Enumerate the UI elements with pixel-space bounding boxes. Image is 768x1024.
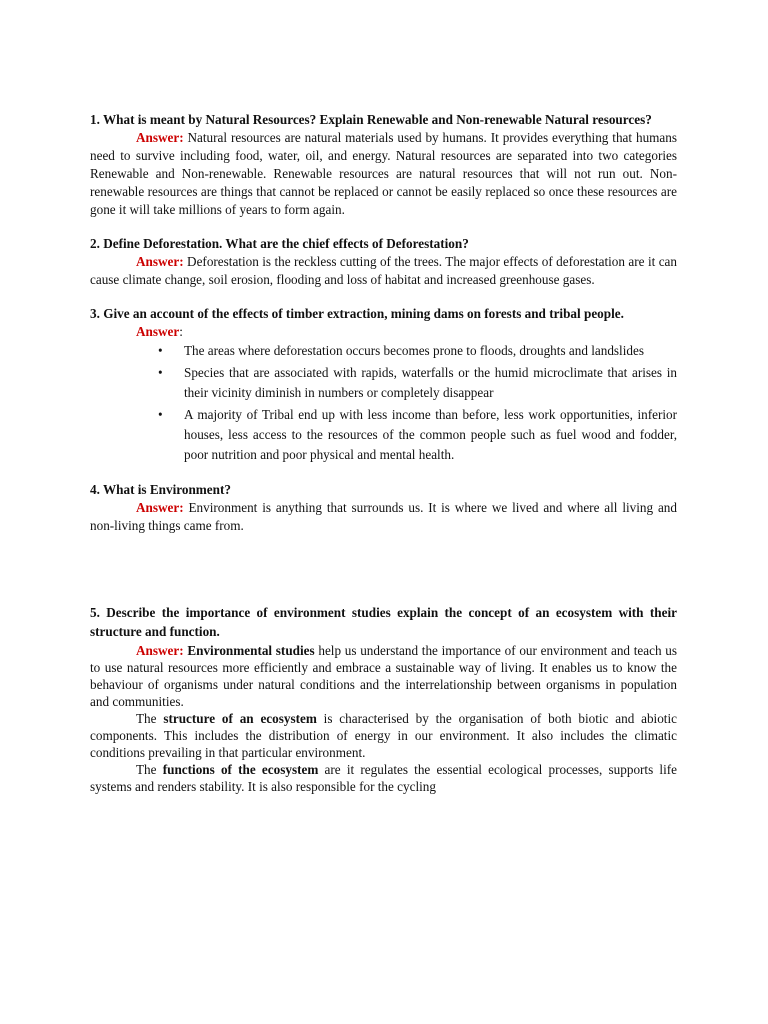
spacer bbox=[90, 551, 677, 603]
answer-label-3-colon: : bbox=[179, 324, 183, 339]
answer-label-4: Answer: bbox=[136, 500, 184, 515]
section-q3 bbox=[90, 305, 677, 465]
answer-5-pre-3: The bbox=[136, 762, 163, 777]
list-item bbox=[158, 341, 677, 361]
answer-3-heading bbox=[90, 323, 677, 341]
answer-5-text-1: help us understand the importance of our environment and teach us to use natural resources more efficiently and embrace a sustainable way of living. It enables us to know the behaviour of organisms under natural conditions and the interrelationship between organisms in population and communities. bbox=[90, 643, 677, 709]
list-item bbox=[158, 405, 677, 465]
question-4: 4. What is Environment? bbox=[90, 482, 231, 497]
answer-5-text-2: is characterised by the organisation of both biotic and abiotic components. This includes the distribution of energy in our environment. It also includes the climatic conditions prevailing in that particular environment. bbox=[90, 711, 677, 760]
section-q4 bbox=[90, 481, 677, 535]
list-item-text: Species that are associated with rapids, waterfalls or the humid microclimate that arises in their vicinity diminish in numbers or completely disappear bbox=[184, 365, 677, 400]
answer-text-1: Natural resources are natural materials used by humans. It provides everything that humans need to survive including food, water, oil, and energy. Natural resources are separated into two categories Renewable and Non-renewable. Renewable resources are natural resources that will not run out. Non- renewable resources are things that cannot be replaced or cannot be easily replaced so once these resources are gone it will take millions of years to form again. bbox=[90, 130, 677, 217]
answer-label-2: Answer: bbox=[136, 254, 184, 269]
answer-1 bbox=[90, 129, 677, 219]
question-3: 3. Give an account of the effects of timber extraction, mining dams on forests and tribal people. bbox=[90, 306, 624, 321]
answer-5-pre-2: The bbox=[136, 711, 164, 726]
list-item-text: A majority of Tribal end up with less income than before, less work opportunities, inferior houses, less access to the resources of the common people such as fuel wood and fodder, poor nutrition and poor physical and mental health. bbox=[184, 407, 677, 462]
answer-5-para-3 bbox=[90, 761, 677, 795]
answer-label-1: Answer: bbox=[136, 130, 184, 145]
bullet-list bbox=[90, 341, 677, 465]
list-item-text: The areas where deforestation occurs becomes prone to floods, droughts and landslides bbox=[184, 343, 644, 358]
bullet-icon: • bbox=[158, 343, 163, 358]
section-q1 bbox=[90, 111, 677, 219]
question-5: 5. Describe the importance of environment studies explain the concept of an ecosystem with their structure and function. bbox=[90, 605, 677, 639]
answer-label-5: Answer: bbox=[136, 643, 184, 658]
section-q5 bbox=[90, 603, 677, 795]
section-q2 bbox=[90, 235, 677, 289]
list-item bbox=[158, 363, 677, 403]
answer-5-para-1 bbox=[90, 642, 677, 710]
bullet-icon: • bbox=[158, 365, 163, 380]
answer-label-3: Answer bbox=[136, 324, 180, 339]
answer-5-para-2 bbox=[90, 710, 677, 761]
answer-5-bold-3: functions of the ecosystem bbox=[162, 762, 319, 777]
question-1: 1. What is meant by Natural Resources? Explain Renewable and Non-renewable Natural resources? bbox=[90, 112, 652, 127]
answer-5-bold-1: Environmental studies bbox=[183, 643, 315, 658]
answer-2 bbox=[90, 253, 677, 289]
document-body bbox=[90, 111, 677, 811]
answer-4 bbox=[90, 499, 677, 535]
answer-text-2: Deforestation is the reckless cutting of the trees. The major effects of deforestation are it can cause climate change, soil erosion, flooding and loss of habitat and increased greenhouse gases. bbox=[90, 254, 677, 287]
answer-text-4: Environment is anything that surrounds us. It is where we lived and where all living and non-living things came from. bbox=[90, 500, 677, 533]
answer-5-text-3: are it regulates the essential ecological processes, supports life systems and renders stability. It is also responsible for the cycling bbox=[90, 762, 677, 794]
question-2: 2. Define Deforestation. What are the chief effects of Deforestation? bbox=[90, 236, 469, 251]
bullet-icon: • bbox=[158, 407, 163, 422]
answer-5-bold-2: structure of an ecosystem bbox=[163, 711, 317, 726]
